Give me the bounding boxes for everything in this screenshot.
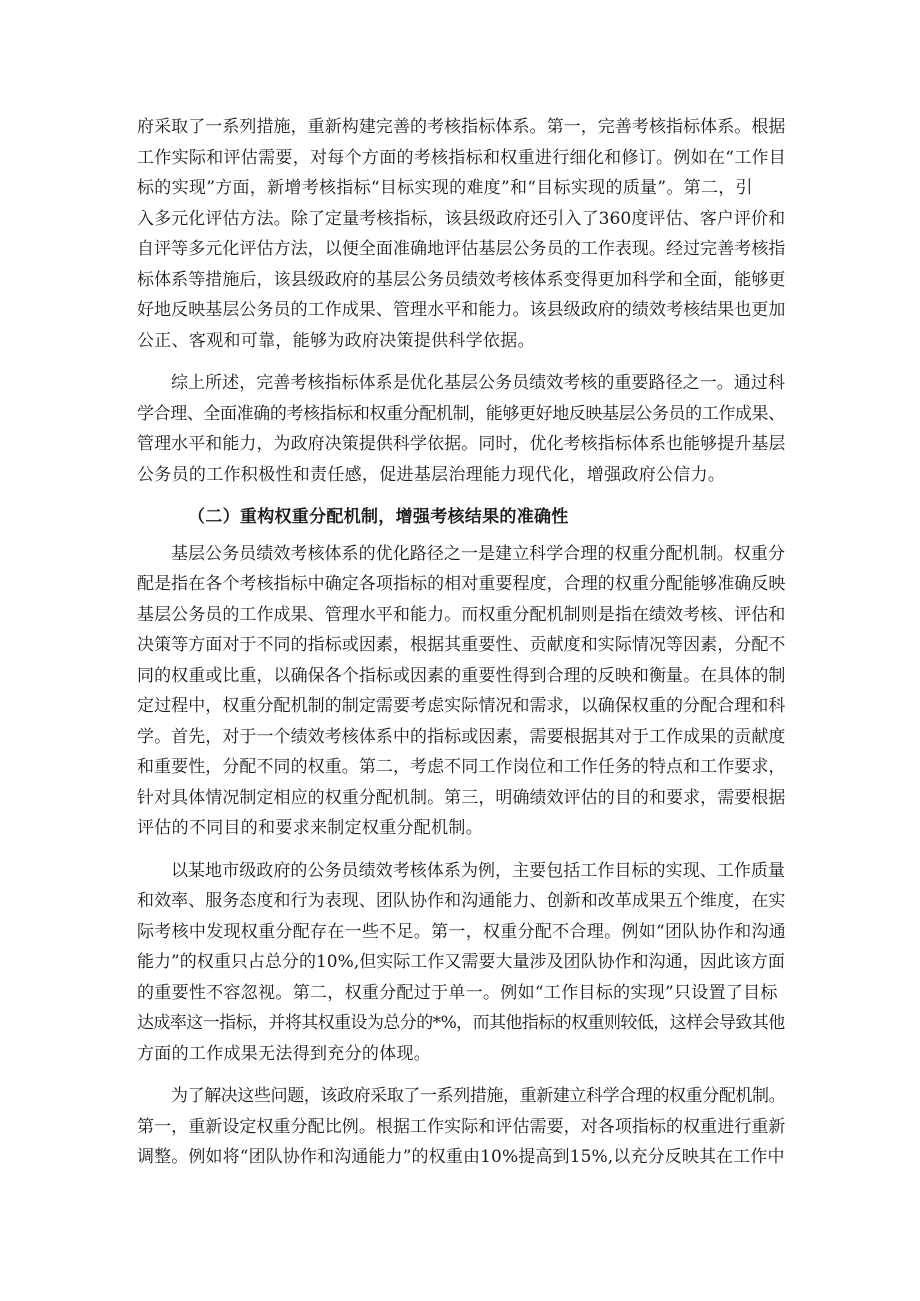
section-heading: （二）重构权重分配机制，增强考核结果的准确性 [188,507,569,527]
text-line: 和重要性，分配不同的权重。第二，考虑不同工作岗位和工作任务的特点和工作要求， [137,757,786,777]
text-line: 好地反映基层公务员的工作成果、管理水平和能力。该县级政府的绩效考核结果也更加 [137,300,786,320]
text-line: 能力”的权重只占总分的10%,但实际工作又需要大量涉及团队协作和沟通，因此该方面 [137,952,785,972]
paragraph-3 [137,539,787,844]
text-line: 基层公务员的工作成果、管理水平和能力。而权重分配机制则是指在绩效考核、评估和 [137,604,786,625]
text-line: 府采取了一系列措施，重新构建完善的考核指标体系。第一，完善考核指标体系。根据 [137,117,786,137]
text-line: 公正、客观和可靠，能够为政府决策提供科学依据。 [137,330,535,351]
text-line: 决策等方面对于不同的指标或因素，根据其重要性、贡献度和实际情况等因素，分配不 [137,635,786,655]
text-line: 同的权重或比重，以确保各个指标或因素的重要性得到合理的反映和衡量。在具体的制 [137,665,786,686]
text-line: 的重要性不容忽视。第二，权重分配过于单一。例如“工作目标的实现”只设置了目标 [137,982,778,1003]
text-line: 际考核中发现权重分配存在一些不足。第一，权重分配不合理。例如“团队协作和沟通 [137,921,787,942]
text-line: 调整。例如将“团队协作和沟通能力”的权重由10%提高到15%,以充分反映其在工作中 [137,1147,785,1167]
text-line: 第一，重新设定权重分配比例。根据工作实际和评估需要，对各项指标的权重进行重新 [137,1116,786,1137]
text-line: 综上所述，完善考核指标体系是优化基层公务员绩效考核的重要路径之一。通过科 [171,373,785,393]
text-line: 管理水平和能力，为政府决策提供科学依据。同时，优化考核指标体系也能够提升基层 [137,434,786,454]
text-line: 入多元化评估方法。除了定量考核指标，该县级政府还引入了360度评估、客户评价和 [137,208,786,229]
text-line: 标体系等措施后，该县级政府的基层公务员绩效考核体系变得更加科学和全面，能够更 [137,269,786,290]
text-line: 和效率、服务态度和行为表现、团队协作和沟通能力、创新和改革成果五个维度，在实 [137,891,786,911]
text-line: 工作实际和评估需要，对每个方面的考核指标和权重进行细化和修订。例如在“工作目 [137,147,787,168]
text-line: 学。首先，对于一个绩效考核体系中的指标或因素，需要根据其对于工作成果的贡献度 [137,726,786,747]
text-line: 学合理、全面准确的考核指标和权重分配机制，能够更好地反映基层公务员的工作成果、 [137,403,785,424]
text-line: 定过程中，权重分配机制的制定需要考虑实际情况和需求，以确保权重的分配合理和科 [137,696,786,716]
text-line: 达成率这一指标，并将其权重设为总分的*%，而其他指标的权重则较低，这样会导致其他 [137,1013,785,1033]
paragraph-1 [137,112,787,356]
text-line: 标的实现”方面，新增考核指标“目标实现的难度”和“目标实现的质量”。第二，引 [137,178,753,198]
paragraph-2 [137,368,787,490]
paragraph-4 [137,856,787,1070]
paragraph-5 [137,1081,787,1173]
text-line: 以某地市级政府的公务员绩效考核体系为例，主要包括工作目标的实现、工作质量 [171,860,785,881]
text-line: 配是指在各个考核指标中确定各项指标的相对重要程度，合理的权重分配能够准确反映 [137,574,786,594]
text-line: 基层公务员绩效考核体系的优化路径之一是建立科学合理的权重分配机制。权重分 [171,543,785,564]
text-line: 自评等多元化评估方法，以便全面准确地评估基层公务员的工作表现。经过完善考核指 [137,239,786,259]
document-body [137,112,787,1173]
text-line: 评估的不同目的和要求来制定权重分配机制。 [137,818,483,838]
text-line: 为了解决这些问题，该政府采取了一系列措施，重新建立科学合理的权重分配机制。 [171,1086,786,1106]
text-line: 方面的工作成果无法得到充分的体现。 [137,1043,432,1064]
text-line: 公务员的工作积极性和责任感，促进基层治理能力现代化，增强政府公信力。 [137,464,726,485]
text-line: 针对具体情况制定相应的权重分配机制。第三，明确绩效评估的目的和要求，需要根据 [137,787,786,808]
